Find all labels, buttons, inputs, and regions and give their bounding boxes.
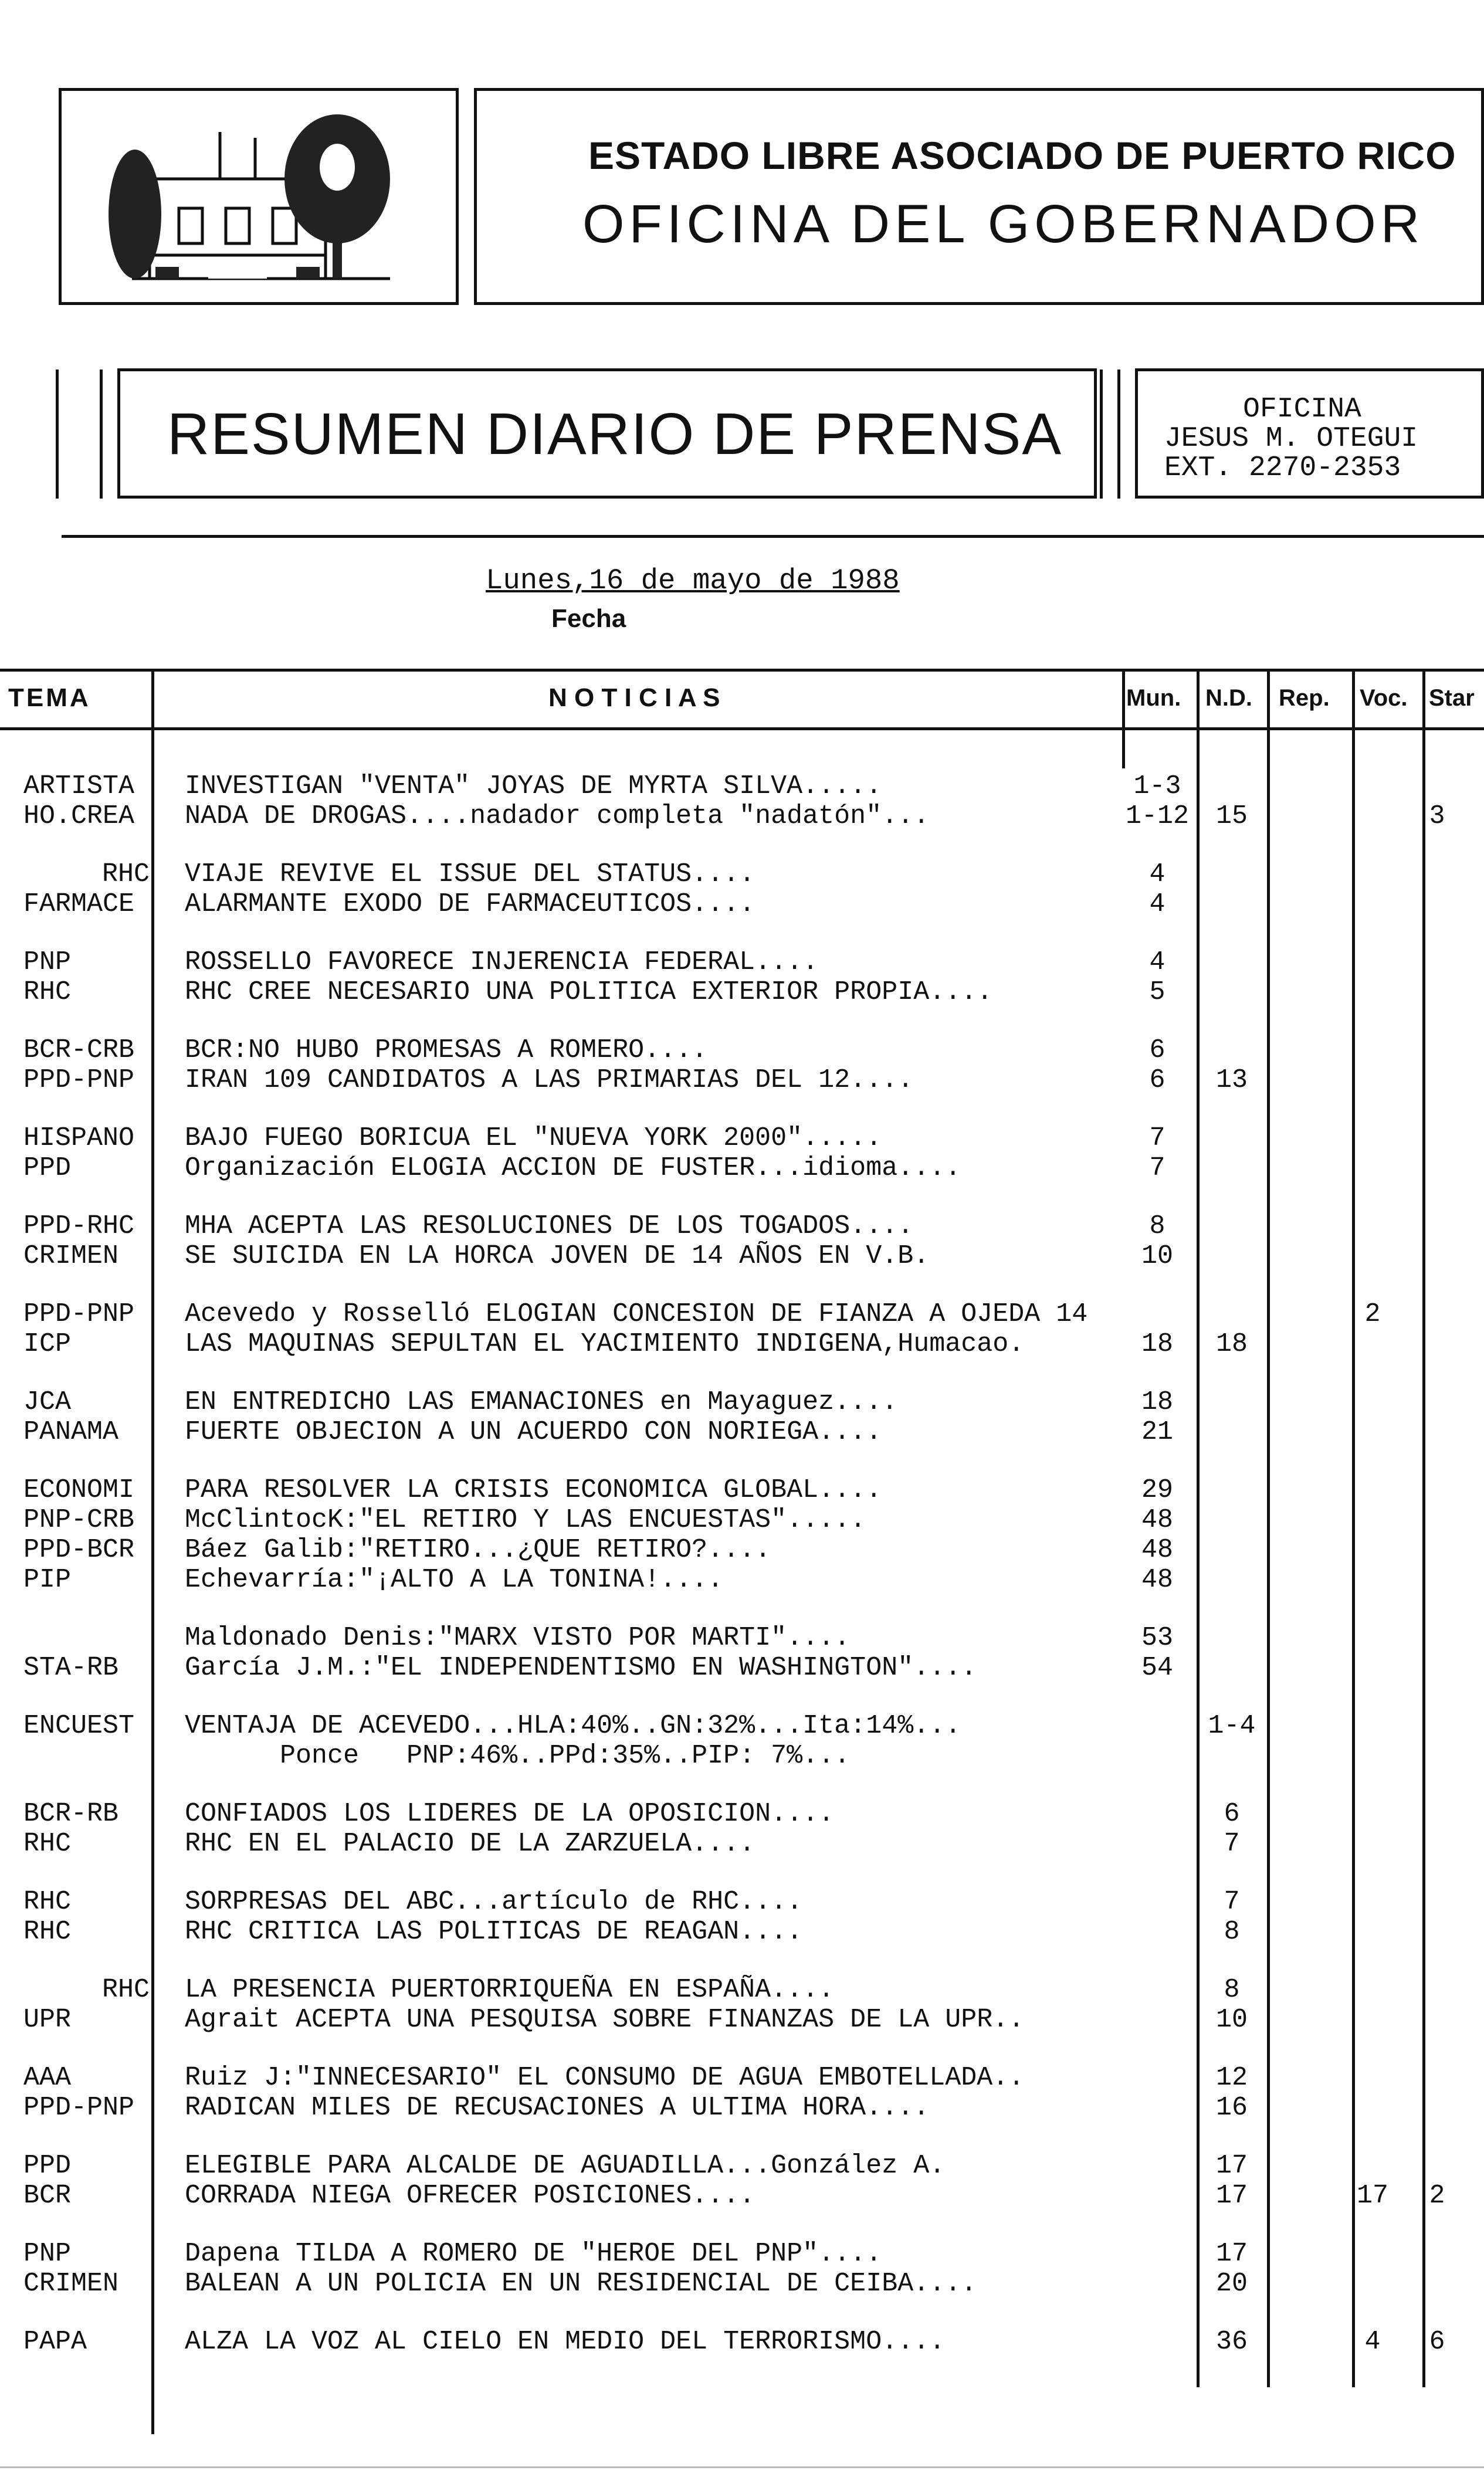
noticias-divider: [1122, 669, 1125, 768]
table-row: [0, 859, 1484, 890]
row-headline: Organización ELOGIA ACCION DE FUSTER...idioma....: [185, 1153, 961, 1183]
row-tema: STA-RB: [23, 1653, 119, 1683]
row-tema: PPD: [23, 1153, 72, 1183]
row-headline: RHC CRITICA LAS POLITICAS DE REAGAN....: [185, 1917, 803, 1947]
table-row: [0, 2151, 1484, 2181]
table-row: [0, 1741, 1484, 1771]
estado-libre-title: ESTADO LIBRE ASOCIADO DE PUERTO RICO: [588, 134, 1456, 177]
row-tema: ICP: [23, 1329, 72, 1359]
banner-rule-4: [1117, 370, 1120, 499]
row-headline: VENTAJA DE ACEVEDO...HLA:40%..GN:32%...Ita:14%...: [185, 1711, 961, 1741]
row-headline: EN ENTREDICHO LAS EMANACIONES en Mayaguez....: [185, 1387, 898, 1417]
oficina-gobernador-title: OFICINA DEL GOBERNADOR: [582, 194, 1425, 254]
row-tema: CRIMEN: [23, 1241, 119, 1271]
table-row: [0, 2269, 1484, 2299]
row-tema: PIP: [23, 1565, 72, 1595]
table-row: [0, 1065, 1484, 1096]
row-headline: García J.M.:"EL INDEPENDENTISMO EN WASHINGTON"....: [185, 1653, 977, 1683]
date-label: Fecha: [551, 604, 626, 633]
row-tema: PPD-PNP: [23, 1299, 135, 1329]
row-star-page: 6: [1429, 2327, 1445, 2357]
office-label: OFICINA: [1243, 394, 1361, 425]
table-row: [0, 1387, 1484, 1418]
table-row: [0, 977, 1484, 1008]
row-headline: Ruiz J:"INNECESARIO" EL CONSUMO DE AGUA EMBOTELLADA..: [185, 2063, 1025, 2093]
row-tema: ECONOMI: [23, 1475, 135, 1505]
logo-box: [59, 88, 459, 305]
row-mun-page: 10: [1141, 1241, 1173, 1271]
row-mun-page: 4: [1149, 947, 1165, 977]
row-tema: HO.CREA: [23, 801, 135, 831]
table-row: [0, 1505, 1484, 1536]
row-mun-page: 48: [1141, 1505, 1173, 1535]
table-row: [0, 2181, 1484, 2211]
table-row: [0, 1153, 1484, 1184]
table-row: [0, 1535, 1484, 1565]
banner-rule-3: [1100, 370, 1103, 499]
table-row: [0, 1975, 1484, 2005]
row-nd-page: 16: [1215, 2093, 1248, 2123]
row-tema: BCR-CRB: [23, 1035, 135, 1065]
row-tema: BCR-RB: [23, 1799, 119, 1829]
row-tema: PPD-PNP: [23, 2093, 135, 2123]
table-row: [0, 1123, 1484, 1154]
row-headline: LA PRESENCIA PUERTORRIQUEÑA EN ESPAÑA....: [185, 1975, 835, 2005]
table-row: [0, 2093, 1484, 2123]
table-row: [0, 1623, 1484, 1653]
row-nd-page: 1-4: [1208, 1711, 1256, 1741]
row-mun-page: 1-3: [1133, 771, 1181, 801]
row-voc-page: 2: [1364, 1299, 1381, 1329]
row-tema: PPD-RHC: [23, 1211, 135, 1241]
row-tema: PNP: [23, 947, 72, 977]
row-headline: Báez Galib:"RETIRO...¿QUE RETIRO?....: [185, 1535, 771, 1565]
row-tema: RHC: [23, 1887, 72, 1917]
row-tema: UPR: [23, 2005, 72, 2035]
row-mun-page: 6: [1149, 1035, 1165, 1065]
table-header-rule: [0, 727, 1484, 730]
row-tema: CRIMEN: [23, 2269, 119, 2299]
row-nd-page: 12: [1215, 2063, 1248, 2093]
table-row: [0, 1211, 1484, 1242]
page-bottom-rule: [0, 2466, 1484, 2468]
resumen-diario-title: RESUMEN DIARIO DE PRENSA: [167, 401, 1063, 467]
row-tema: ARTISTA: [23, 771, 135, 801]
row-tema: AAA: [23, 2063, 72, 2093]
row-mun-page: 29: [1141, 1475, 1173, 1505]
row-headline: BCR:NO HUBO PROMESAS A ROMERO....: [185, 1035, 708, 1065]
table-row: [0, 947, 1484, 978]
col-header-mun: Mun.: [1126, 685, 1181, 711]
row-star-page: 2: [1429, 2181, 1445, 2211]
date-value: Lunes,16 de mayo de 1988: [486, 564, 900, 597]
table-row: [0, 1711, 1484, 1741]
row-headline: CORRADA NIEGA OFRECER POSICIONES....: [185, 2181, 755, 2211]
row-mun-page: 53: [1141, 1623, 1173, 1653]
row-headline: Acevedo y Rosselló ELOGIAN CONCESION DE FIANZA A OJEDA 14: [185, 1299, 1088, 1329]
row-tema: RHC: [23, 977, 72, 1007]
row-tema: BCR: [23, 2181, 72, 2211]
row-mun-page: 6: [1149, 1065, 1165, 1095]
row-headline: MHA ACEPTA LAS RESOLUCIONES DE LOS TOGADOS....: [185, 1211, 914, 1241]
table-row: [0, 1329, 1484, 1360]
row-tema: RHC: [101, 859, 150, 889]
row-nd-page: 17: [1215, 2181, 1248, 2211]
row-tema: PAPA: [23, 2327, 87, 2357]
table-row: [0, 2327, 1484, 2357]
row-nd-page: 36: [1215, 2327, 1248, 2357]
row-nd-page: 13: [1215, 1065, 1248, 1095]
row-tema: RHC: [101, 1975, 150, 2005]
row-nd-page: 20: [1215, 2269, 1248, 2299]
row-nd-page: 15: [1215, 801, 1248, 831]
row-mun-page: 54: [1141, 1653, 1173, 1683]
office-contact-name: JESUS M. OTEGUI: [1164, 423, 1418, 455]
row-mun-page: 7: [1149, 1123, 1165, 1153]
table-row: [0, 801, 1484, 832]
row-nd-page: 6: [1224, 1799, 1240, 1829]
row-star-page: 3: [1429, 801, 1445, 831]
row-tema: HISPANO: [23, 1123, 135, 1153]
row-headline: BALEAN A UN POLICIA EN UN RESIDENCIAL DE CEIBA....: [185, 2269, 977, 2299]
row-tema: FARMACE: [23, 889, 135, 919]
row-mun-page: 7: [1149, 1153, 1165, 1183]
banner-box: [117, 368, 1097, 499]
row-headline: INVESTIGAN "VENTA" JOYAS DE MYRTA SILVA.....: [185, 771, 882, 801]
office-contact-box: [1135, 368, 1484, 499]
row-nd-page: 17: [1215, 2239, 1248, 2269]
table-row: [0, 1917, 1484, 1947]
row-headline: Echevarría:"¡ALTO A LA TONINA!....: [185, 1565, 724, 1595]
table-row: [0, 2239, 1484, 2269]
col-header-tema: TEMA: [8, 683, 91, 712]
row-headline: LAS MAQUINAS SEPULTAN EL YACIMIENTO INDIGENA,Humacao.: [185, 1329, 1025, 1359]
row-nd-page: 8: [1224, 1917, 1240, 1947]
row-voc-page: 17: [1356, 2181, 1388, 2211]
table-row: [0, 1299, 1484, 1330]
table-row: [0, 1887, 1484, 1917]
col-header-star: Star: [1429, 685, 1475, 711]
row-headline: BAJO FUEGO BORICUA EL "NUEVA YORK 2000".....: [185, 1123, 882, 1153]
row-tema: PPD-PNP: [23, 1065, 135, 1095]
row-headline: Agrait ACEPTA UNA PESQUISA SOBRE FINANZAS DE LA UPR..: [185, 2005, 1025, 2035]
row-headline: Ponce PNP:46%..PPd:35%..PIP: 7%...: [185, 1741, 851, 1771]
table-row: [0, 1653, 1484, 1683]
row-headline: Maldonado Denis:"MARX VISTO POR MARTI"....: [185, 1623, 851, 1653]
row-nd-page: 17: [1215, 2151, 1248, 2181]
row-mun-page: 18: [1141, 1387, 1173, 1417]
row-headline: McClintocK:"EL RETIRO Y LAS ENCUESTAS".....: [185, 1505, 866, 1535]
col-header-voc: Voc.: [1360, 685, 1408, 711]
row-headline: ROSSELLO FAVORECE INJERENCIA FEDERAL....: [185, 947, 819, 977]
row-nd-page: 18: [1215, 1329, 1248, 1359]
row-nd-page: 7: [1224, 1887, 1240, 1917]
row-tema: PANAMA: [23, 1417, 119, 1447]
row-headline: PARA RESOLVER LA CRISIS ECONOMICA GLOBAL....: [185, 1475, 882, 1505]
row-voc-page: 4: [1364, 2327, 1381, 2357]
row-tema: RHC: [23, 1829, 72, 1859]
row-headline: CONFIADOS LOS LIDERES DE LA OPOSICION....: [185, 1799, 835, 1829]
row-headline: ALARMANTE EXODO DE FARMACEUTICOS....: [185, 889, 755, 919]
row-headline: RHC CREE NECESARIO UNA POLITICA EXTERIOR PROPIA....: [185, 977, 993, 1007]
row-headline: ALZA LA VOZ AL CIELO EN MEDIO DEL TERRORISMO....: [185, 2327, 946, 2357]
table-row: [0, 1475, 1484, 1506]
banner-rule-2: [100, 370, 103, 499]
row-headline: VIAJE REVIVE EL ISSUE DEL STATUS....: [185, 859, 755, 889]
row-tema: ENCUEST: [23, 1711, 135, 1741]
table-row: [0, 1417, 1484, 1448]
row-mun-page: 48: [1141, 1565, 1173, 1595]
row-headline: Dapena TILDA A ROMERO DE "HEROE DEL PNP"....: [185, 2239, 882, 2269]
table-row: [0, 1799, 1484, 1829]
row-mun-page: 48: [1141, 1535, 1173, 1565]
row-headline: SE SUICIDA EN LA HORCA JOVEN DE 14 AÑOS EN V.B.: [185, 1241, 930, 1271]
table-row: [0, 771, 1484, 802]
row-headline: FUERTE OBJECION A UN ACUERDO CON NORIEGA....: [185, 1417, 882, 1447]
row-headline: ELEGIBLE PARA ALCALDE DE AGUADILLA...González A.: [185, 2151, 946, 2181]
row-headline: RHC EN EL PALACIO DE LA ZARZUELA....: [185, 1829, 755, 1859]
row-headline: RADICAN MILES DE RECUSACIONES A ULTIMA HORA....: [185, 2093, 930, 2123]
table-row: [0, 2063, 1484, 2093]
table-row: [0, 1241, 1484, 1272]
office-extension: EXT. 2270-2353: [1164, 452, 1401, 484]
header-separator: [62, 535, 1484, 538]
row-mun-page: 4: [1149, 889, 1165, 919]
row-tema: PNP: [23, 2239, 72, 2269]
row-mun-page: 1-12: [1125, 801, 1190, 831]
row-tema: RHC: [23, 1917, 72, 1947]
row-mun-page: 21: [1141, 1417, 1173, 1447]
row-mun-page: 8: [1149, 1211, 1165, 1241]
row-mun-page: 5: [1149, 977, 1165, 1007]
col-header-rep: Rep.: [1279, 685, 1330, 711]
banner-rule-1: [56, 370, 59, 499]
row-mun-page: 4: [1149, 859, 1165, 889]
table-row: [0, 2005, 1484, 2035]
col-header-nd: N.D.: [1205, 685, 1252, 711]
table-row: [0, 1035, 1484, 1066]
table-row: [0, 1565, 1484, 1595]
table-top-rule: [0, 669, 1484, 672]
row-tema: JCA: [23, 1387, 72, 1417]
row-tema: PNP-CRB: [23, 1505, 135, 1535]
row-mun-page: 18: [1141, 1329, 1173, 1359]
row-headline: IRAN 109 CANDIDATOS A LAS PRIMARIAS DEL 12....: [185, 1065, 914, 1095]
office-title-box: [474, 88, 1484, 305]
row-tema: PPD: [23, 2151, 72, 2181]
row-nd-page: 8: [1224, 1975, 1240, 2005]
row-headline: SORPRESAS DEL ABC...artículo de RHC....: [185, 1887, 803, 1917]
row-headline: NADA DE DROGAS....nadador completa "nadatón"...: [185, 801, 930, 831]
table-row: [0, 1829, 1484, 1859]
governor-mansion-logo: [62, 91, 456, 302]
row-tema: PPD-BCR: [23, 1535, 135, 1565]
col-header-noticias: N O T I C I A S: [548, 683, 720, 712]
row-nd-page: 7: [1224, 1829, 1240, 1859]
table-row: [0, 889, 1484, 920]
row-nd-page: 10: [1215, 2005, 1248, 2035]
